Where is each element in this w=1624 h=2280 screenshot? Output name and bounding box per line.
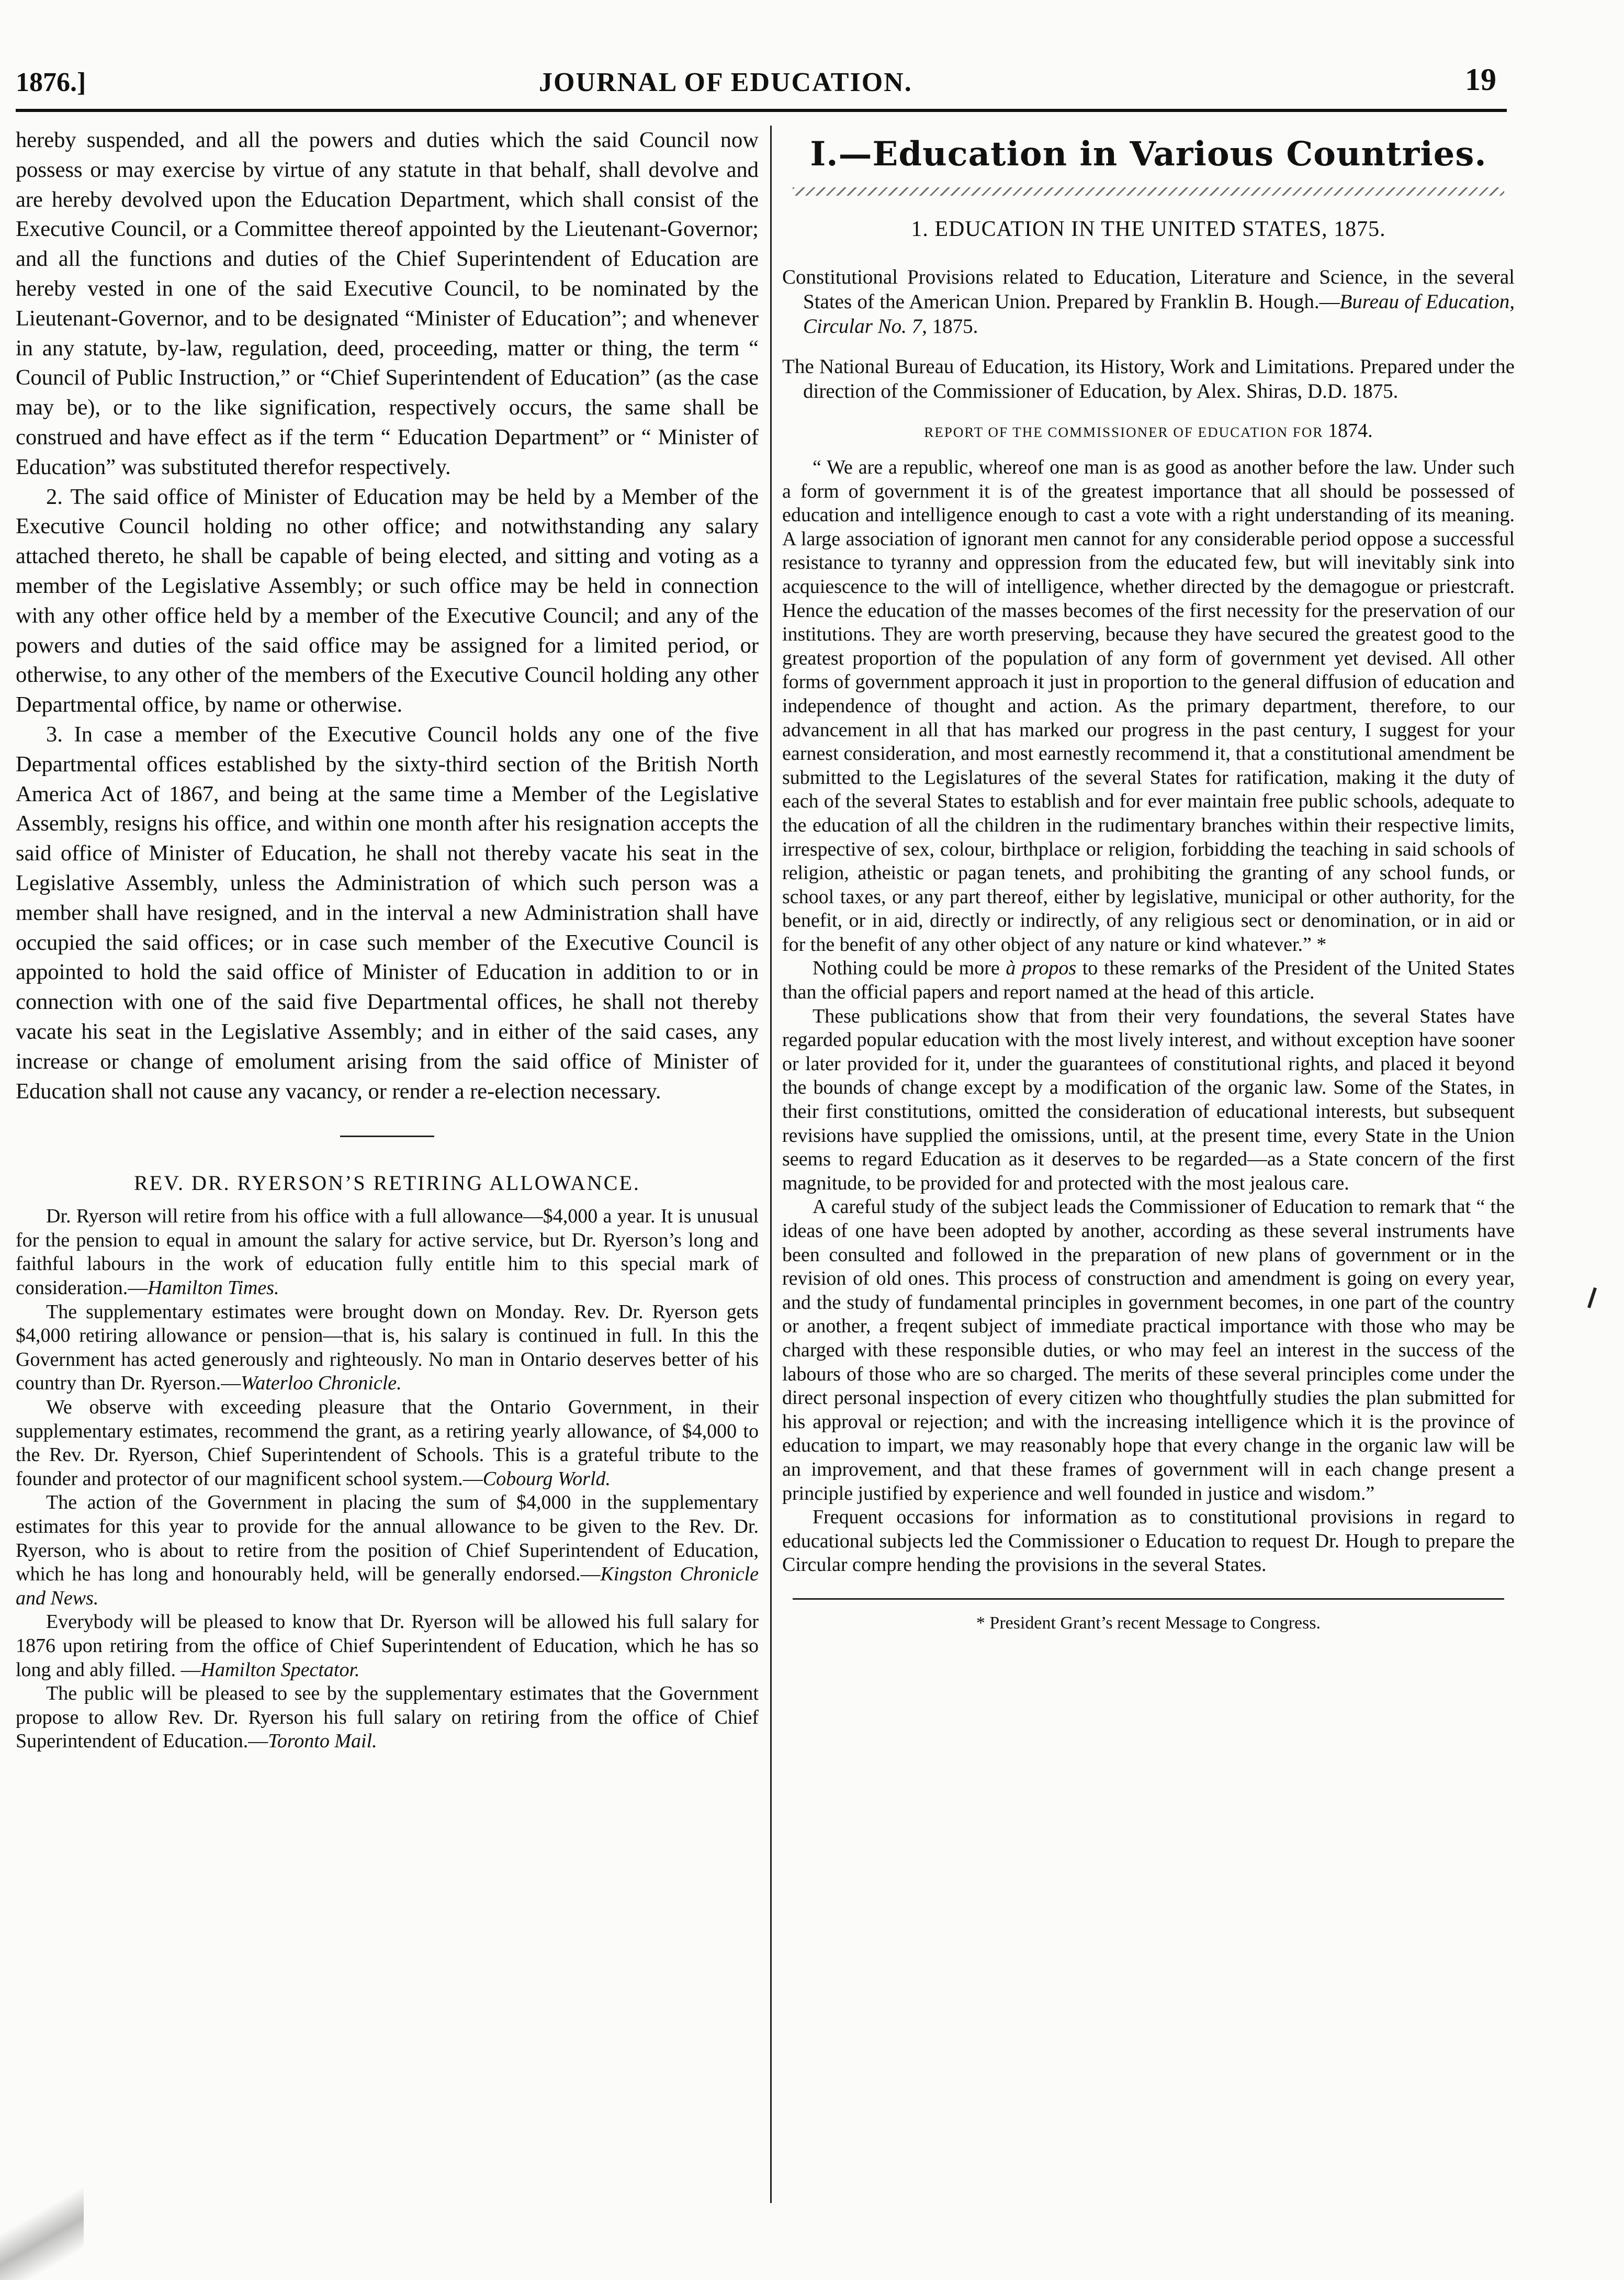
sub-heading: 1. EDUCATION IN THE UNITED STATES, 1875. [911, 217, 1386, 241]
reference-entry-1: Constitutional Provisions related to Education, Literature and Science, in the several States of the American Union. Prepared by Franklin B. Hough.—Bureau of Education, Circular No. 7, 1875. [782, 266, 1515, 338]
extract-source: Cobourg World. [482, 1467, 611, 1490]
column-divider [770, 126, 772, 2203]
act-section-3: 3. In case a member of the Executive Council holds any one of the five Departmental offices established by the sixty-third section of the British North America Act of 1867, and being at the same time a Member of the Legislative Assembly, resigns his office, and within one month after his resignation accepts the said office of Minister of Education, he shall not thereby vacate his seat in the Legislative Assembly, unless the Administration of which such person was a member shall have resigned, and in the interval a new Administration shall have occupied the said offices; or in case such member of the Executive Council is appointed to hold the said office of Minister of Education in addition to or in connection with one of the said five Departmental offices, he shall not thereby vacate his seat in the Legislative Assembly; and in either of the said cases, any increase or change of emolument arising from the said office of Minister of Education shall not cause any vacancy, or render a re-election necessary. [16, 722, 759, 1104]
right-column [782, 126, 1515, 1633]
allowance-extract-6: The public will be pleased to see by the supplementary estimates that the Government propose to allow Rev. Dr. Ryerson his full salary on retiring from the office of Chief Superintendent of Education.—Toronto Mail. [16, 1682, 759, 1753]
extract-source: Waterloo Chronicle. [241, 1372, 402, 1395]
extract-source: Hamilton Spectator. [200, 1658, 360, 1681]
allowance-extract-3: We observe with exceeding pleasure that the Ontario Government, in their supplementary estimates, recommend the grant, as a retiring yearly allowance, of $4,000 to the Rev. Dr. Ryerson, Chief Superintendent of Schools. This is a grateful tribute to the founder and protector of our magnificent school system.—Cobourg World. [16, 1396, 759, 1490]
allowance-extract-4: The action of the Government in placing the sum of $4,000 in the supplementary estimates for this year to provide for the annual allowance to be given to the Rev. Dr. Ryerson, who is about to retire from the position of Chief Superintendent of Education, which he has long and honourably held, will be generally endorsed.—Kingston Chronicle and News. [16, 1491, 759, 1609]
decorative-rule [793, 187, 1504, 196]
footnote: * President Grant’s recent Message to Congress. [976, 1613, 1321, 1633]
allowance-extract-2: The supplementary estimates were brought down on Monday. Rev. Dr. Ryerson gets $4,000 retiring allowance or pension—that is, his salary is continued in full. In this the Government has acted generously and righteously. No man in Ontario deserves better of his country than Dr. Ryerson.—Waterloo Chronicle. [16, 1300, 759, 1395]
apropos-paragraph: Nothing could be more à propos to these remarks of the President of the United States than the official papers and report named at the head of this article. [782, 957, 1515, 1004]
allowance-heading: REV. DR. RYERSON’S RETIRING ALLOWANCE. [134, 1171, 640, 1195]
header-date: 1876.] [16, 68, 86, 97]
reference-entry-2: The National Bureau of Education, its History, Work and Limitations. Prepared under the direction of the Commissioner of Education, by Alex. Shiras, D.D. 1875. [782, 355, 1515, 402]
stray-ink-mark [1587, 1287, 1597, 1308]
section-separator [340, 1136, 434, 1137]
frequent-occasions-paragraph: Frequent occasions for information as to constitutional provisions in regard to educational subjects led the Commissioner o Education to request Dr. Hough to prepare the Circular compre hending the provisions in the several States. [782, 1506, 1515, 1576]
page-header [0, 0, 1624, 120]
allowance-extract-5: Everybody will be pleased to know that Dr. Ryerson will be allowed his full salary for 1876 upon retiring from the office of Chief Superintendent of Education, which he has so long and ably filled. —Hamilton Spectator. [16, 1611, 759, 1681]
presidential-quote: “ We are a republic, whereof one man is as good as another before the law. Under such a form of government it is of the greatest importance that all should be possessed of education and intelligence enough to cast a vote with a right understanding of its meaning. A large association of ignorant men cannot for any considerable period oppose a successful resistance to tyranny and oppression from the educated few, but will inevitably sink into acquiescence to the will of intelligence, whether directed by the demagogue or priestcraft. Hence the education of the masses becomes of the first necessity for the preservation of our institutions. They are worth preserving, because they have secured the greatest good to the greatest proportion of the population of any form of government yet devised. All other forms of government approach it just in proportion to the general diffusion of education and independence of thought and action. As the primary department, therefore, to our advancement in all that has marked our progress in the past century, I suggest for your earnest consideration, and most earnestly recommend it, that a constitutional amendment be submitted to the Legislatures of the several States for ratification, making it the duty of each of the several States to establish and for ever maintain free public schools, adequate to the education of all the children in the rudimentary branches within their respective limits, irrespective of sex, colour, birthplace or religion, forbidding the teaching in said schools of religion, atheistic or pagan tenets, and prohibiting the granting of any school funds, or school taxes, or any part thereof, either by legislative, municipal or other authority, for the benefit, or in aid, directly or indirectly, of any religious sect or denomination, or in aid or for the benefit of any other object of any nature or kind whatever.” * [782, 456, 1515, 956]
extract-source: Hamilton Times. [148, 1277, 279, 1299]
allowance-extract-1: Dr. Ryerson will retire from his office with a full allowance—$4,000 a year. It is unusual for the pension to equal in amount the salary for active service, but Dr. Ryerson’s long and faithful labours in the work of education fully entitle him to this special mark of consideration.—Hamilton Times. [16, 1205, 759, 1299]
extract-source: Toronto Mail. [268, 1730, 377, 1753]
page-number: 19 [1465, 62, 1496, 97]
publications-paragraph: These publications show that from their very foundations, the several States have regarded popular education with the most lively interest, and without exception have sooner or later provided for it, under the guarantees of constitutional rights, and placed it beyond the bounds of change except by a modification of the organic law. Some of the States, in their first constitutions, omitted the consideration of educational interests, but subsequent revisions have supplied the omissions, until, at the present time, every State in the Union seems to regard Education as it deserves to be regarded—as a State concern of the first magnitude, to be provided for and protected with the most jealous care. [782, 1005, 1515, 1194]
report-heading: REPORT OF THE COMMISSIONER OF EDUCATION FOR 1874. [924, 420, 1373, 442]
left-column [16, 126, 759, 1754]
extract-source: Kingston Chronicle and News. [16, 1563, 759, 1609]
careful-study-paragraph: A careful study of the subject leads the Commissioner of Education to remark that “ the ideas of one have been adopted by another, according as these several instruments have been consulted and followed in the preparation of new plans of government or in the revision of old ones. This process of construction and amendment is going on every year, and the study of fundamental principles in government becomes, in one part of the country or another, a freqent subject of immediate practical importance with those who may be charged with these responsible duties, or who may feel an interest in the success of the labours of those who are so charged. The merits of these several principles come under the direct personal inspection of every citizen who thoughtfully studies the plan submitted for his approval or rejection; and with the increasing intelligence which it is the province of education to impart, we may reasonably hope that every change in the organic law will be an improvement, and that these frames of government will in each change present a principle justified by experience and well founded in justice and wisdom.” [782, 1196, 1515, 1504]
footnote-rule [793, 1598, 1504, 1600]
act-paragraph-continued: hereby suspended, and all the powers and duties which the said Council now possess or may exercise by virtue of any statute in that behalf, shall devolve and are hereby devolved upon the Education Department, which shall consist of the Executive Council, or a Committee thereof appointed by the Lieutenant-Governor; and all the functions and duties of the Chief Superintendent of Education are hereby vested in one of the said Executive Council, to be nominated by the Lieutenant-Governor, and to be designated “Minister of Education”; and whenever in any statute, by-law, regulation, deed, proceeding, matter or thing, the term “ Council of Public Instruction,” or “Chief Superintendent of Education” (as the case may be), or to the like signification, respectively occurs, the same shall be construed and have effect as if the term “ Education Department” or “ Minister of Education” was substituted therefor respectively. [16, 128, 759, 479]
journal-title: JOURNAL OF EDUCATION. [539, 68, 912, 97]
act-section-2: 2. The said office of Minister of Education may be held by a Member of the Executive Council holding no other office; and notwithstanding any salary attached thereto, he shall be capable of being elected, and sitting and voting as a member of the Legislative Assembly; or such office may be held in connection with any other office held by a member of the Executive Council; and any of the powers and duties of the said office may be assigned for a limited period, or otherwise, to any other of the members of the Executive Council holding any other Departmental office, by name or otherwise. [16, 484, 759, 717]
section-title: I.—Education in Various Countries. [810, 134, 1487, 174]
header-rule [16, 109, 1507, 112]
scan-artifact [0, 2172, 84, 2280]
